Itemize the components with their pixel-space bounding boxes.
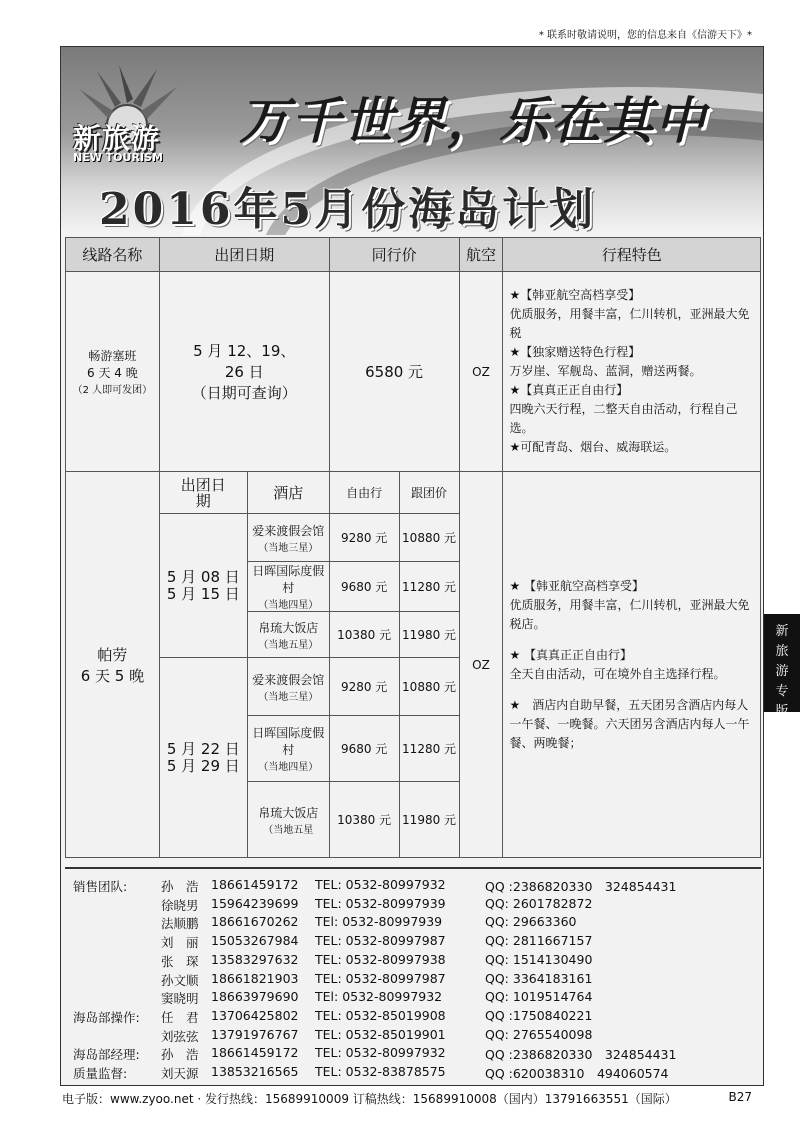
header-features: 行程特色 (503, 238, 761, 272)
free-price: 9680 元 (329, 562, 399, 612)
group-dates: 5 月 22 日 5 月 29 日 (159, 658, 247, 858)
logo-subtext: NEW TOURISM (73, 151, 163, 164)
header-route: 线路名称 (66, 238, 160, 272)
side-tab-char: 游 (775, 664, 789, 679)
side-tab-char: 专 (775, 684, 789, 699)
slogan: 万千世界，乐在其中 (239, 91, 707, 150)
price-cell: 6580 元 (329, 272, 459, 472)
feature-line (509, 684, 754, 696)
contact-name: 刘弦弦 (161, 1028, 199, 1044)
contact-qq: QQ :2386820330 324854431 (485, 1047, 677, 1063)
sub-header-date: 出团日期 (159, 472, 247, 514)
side-tab-char: 旅 (775, 644, 789, 659)
header-airline: 航空 (459, 238, 503, 272)
logo-text: 新旅游 (73, 122, 161, 155)
hotel-name: 爱来渡假会馆 (252, 672, 325, 687)
feature-line: 优质服务，用餐丰富，仁川转机，亚洲最大免税店。 (509, 597, 750, 631)
side-tab (764, 614, 800, 719)
feature-line: ★ 酒店内自助早餐，五天团另含酒店内每人一午餐、一晚餐。六天团另含酒店内每人一午餐、两晚餐； (509, 697, 750, 750)
hotel-cell (247, 658, 329, 716)
hotel-star: （当地五星） (258, 639, 319, 651)
contact-row (65, 1064, 761, 1082)
contacts-section (65, 867, 761, 1081)
contact-name: 孙文顺 (161, 972, 199, 988)
route-name: 帕劳 (97, 645, 128, 664)
contact-name: 孙 浩 (161, 879, 199, 894)
page-number: B27 (728, 1090, 752, 1104)
free-price: 9280 元 (329, 658, 399, 716)
contact-name: 孙 浩 (161, 1047, 199, 1063)
contact-qq: QQ: 29663360 (485, 914, 577, 930)
header-price: 同行价 (329, 238, 459, 272)
contact-mobile: 18663979690 (211, 989, 299, 1005)
contact-tel: TEl: 0532-80997932 (315, 989, 443, 1005)
contact-tel: TEL: 0532-80997939 (315, 895, 446, 911)
contact-label: 海岛部经理: (73, 1047, 140, 1063)
contact-name: 任 君 (161, 1009, 199, 1025)
contact-tel: TEL: 0532-83878575 (315, 1064, 446, 1079)
tour-price: 11280 元 (399, 562, 459, 612)
free-price: 10380 元 (329, 782, 399, 858)
contact-name: 刘 丽 (161, 935, 199, 951)
contact-qq: QQ: 2811667157 (485, 933, 593, 949)
contact-tel: TEL: 0532-80997987 (315, 933, 446, 949)
route-name-cell (66, 272, 160, 472)
hotel-star: （当地四星） (258, 762, 319, 773)
hotel-name: 帛琉大饭店 (258, 620, 319, 635)
contact-qq: QQ :1750840221 (485, 1007, 593, 1023)
contact-label: 质量监督: (73, 1066, 128, 1081)
contact-mobile: 13853216565 (211, 1064, 299, 1079)
contact-row (65, 952, 761, 970)
tour-price: 10880 元 (399, 514, 459, 562)
contact-row (65, 971, 761, 989)
footer (62, 1090, 752, 1107)
hotel-name: 日晖国际度假村 (252, 726, 325, 757)
feature-line: 四晚六天行程，二整天自由活动，行程自己选。 (509, 402, 738, 435)
contact-row (65, 1008, 761, 1026)
banner (61, 47, 763, 235)
contact-qq: QQ: 1514130490 (485, 951, 593, 967)
sub-header-tour: 跟团价 (399, 472, 459, 514)
free-price: 9680 元 (329, 716, 399, 782)
contact-row (65, 933, 761, 951)
contact-label: 销售团队: (73, 879, 128, 894)
feature-line: 万岁崖、军舰岛、蓝洞，赠送两餐。 (509, 364, 702, 378)
contact-row (65, 1027, 761, 1045)
contact-tel: TEL: 0532-85019901 (315, 1026, 446, 1042)
dates-note: （日期可查询） (191, 384, 297, 402)
contact-row (65, 896, 761, 914)
hotel-cell (247, 514, 329, 562)
departure-dates: 5 月 12、19、26 日 (193, 342, 296, 381)
hotel-star: （当地三星） (258, 691, 319, 703)
contact-row (65, 914, 761, 932)
table-header-row (66, 238, 761, 272)
feature-line: ★【独家赠送特色行程】 (509, 345, 641, 359)
contact-name: 徐晓男 (161, 897, 199, 913)
contact-mobile: 18661670262 (211, 914, 299, 930)
feature-line: ★【韩亚航空高档享受】 (509, 288, 641, 302)
contact-label: 海岛部操作: (73, 1009, 140, 1025)
hotel-cell (247, 562, 329, 612)
route-name-cell (66, 472, 160, 858)
hotel-star: （当地三星） (258, 542, 319, 554)
contact-mobile: 15964239699 (211, 895, 299, 911)
contact-qq: QQ :2386820330 324854431 (485, 879, 677, 894)
contact-mobile: 18661459172 (211, 877, 299, 892)
contact-tel: TEL: 0532-80997938 (315, 951, 446, 967)
airline-cell: OZ (459, 272, 503, 472)
contact-row (65, 989, 761, 1007)
side-tab-char: 版 (775, 704, 789, 719)
hotel-cell (247, 716, 329, 782)
hotel-name: 日晖国际度假村 (252, 564, 325, 595)
contact-tel: TEL: 0532-80997932 (315, 1045, 446, 1061)
feature-line: 优质服务，用餐丰富，仁川转机，亚洲最大免税 (509, 307, 750, 340)
contact-qq: QQ: 1019514764 (485, 989, 593, 1005)
features-cell (503, 272, 761, 472)
hotel-cell (247, 612, 329, 658)
header-date: 出团日期 (159, 238, 329, 272)
page-title: 2016年5月份海岛计划 (99, 184, 597, 235)
contact-qq: QQ :620038310 494060574 (485, 1066, 669, 1081)
hotel-star: （当地四星） (258, 600, 319, 611)
route-name: 畅游塞班 (88, 349, 137, 363)
hotel-cell (247, 782, 329, 858)
contact-mobile: 13706425802 (211, 1007, 299, 1023)
itinerary-table (65, 237, 761, 858)
table-row (66, 472, 761, 514)
group-dates: 5 月 08 日 5 月 15 日 (159, 514, 247, 658)
contact-row (65, 1045, 761, 1063)
route-days: 6 天 4 晚 (87, 366, 138, 380)
contact-mobile: 13791976767 (211, 1026, 299, 1042)
feature-line: 全天自由活动，可在境外自主选择行程。 (509, 666, 726, 681)
route-note: （2 人即可发团） (72, 385, 153, 396)
side-tab-char: 新 (775, 624, 789, 639)
feature-line (509, 634, 754, 646)
feature-line: ★【真真正正自由行】 (509, 383, 629, 397)
contact-tel: TEl: 0532-80997939 (315, 914, 443, 930)
feature-line: ★ 【韩亚航空高档享受】 (509, 578, 645, 593)
contact-mobile: 13583297632 (211, 951, 299, 967)
contact-name: 窦晓明 (161, 991, 199, 1007)
route-days: 6 天 5 晚 (80, 666, 145, 685)
date-cell (159, 272, 329, 472)
contact-qq: QQ: 2765540098 (485, 1026, 593, 1042)
footer-text: 电子版：www.zyoo.net · 发行热线：15689910009 订稿热线：15689910008（国内）13791663551（国际） (62, 1092, 677, 1106)
contact-row (65, 877, 761, 895)
contact-name: 刘天源 (161, 1066, 199, 1081)
table-row (66, 272, 761, 472)
contact-qq: QQ: 3364183161 (485, 970, 593, 986)
contact-mobile: 18661459172 (211, 1045, 299, 1061)
contact-mobile: 18661821903 (211, 970, 299, 986)
feature-line: ★可配青岛、烟台、威海联运。 (509, 440, 677, 454)
contact-tel: TEL: 0532-80997932 (315, 877, 446, 892)
tour-price: 11280 元 (399, 716, 459, 782)
free-price: 9280 元 (329, 514, 399, 562)
contact-name: 法顺鹏 (161, 916, 199, 932)
tour-price: 10880 元 (399, 658, 459, 716)
contact-qq: QQ: 2601782872 (485, 895, 593, 911)
contact-name: 张 琛 (161, 953, 199, 969)
contact-tel: TEL: 0532-85019908 (315, 1007, 446, 1023)
sub-header-hotel: 酒店 (247, 472, 329, 514)
feature-line: ★ 【真真正正自由行】 (509, 647, 633, 662)
contact-tel: TEL: 0532-80997987 (315, 970, 446, 986)
tour-price: 11980 元 (399, 782, 459, 858)
airline-cell: OZ (459, 472, 503, 858)
flyer-frame (60, 46, 764, 1086)
hotel-name: 爱来渡假会馆 (252, 523, 325, 538)
hotel-star: （当地五星 (263, 824, 314, 836)
contact-mobile: 15053267984 (211, 933, 299, 949)
hotel-name: 帛琉大饭店 (258, 805, 319, 820)
sub-header-free: 自由行 (329, 472, 399, 514)
free-price: 10380 元 (329, 612, 399, 658)
tour-price: 11980 元 (399, 612, 459, 658)
source-note: * 联系时敬请说明，您的信息来自《信游天下》* (538, 30, 752, 41)
features-cell (503, 472, 761, 858)
